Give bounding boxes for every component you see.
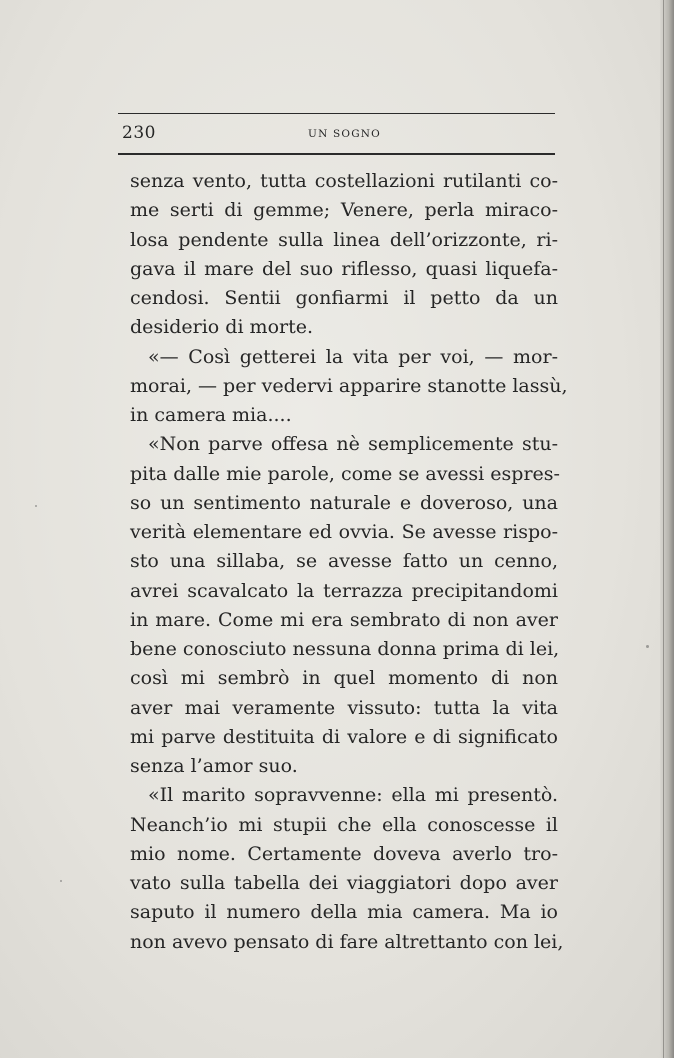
text-line: verità elementare ed ovvia. Se avesse rispo- [130, 521, 558, 543]
body-text [130, 167, 568, 957]
paper-speck [60, 880, 62, 882]
text-line: sto una sillaba, se avesse fatto un cenno, [130, 550, 558, 573]
page-header [118, 123, 555, 147]
text-line: pita dalle mie parole, come se avessi espres- [130, 462, 560, 485]
text-line: gava il mare del suo riflesso, quasi liquefa- [130, 257, 558, 280]
paper-speck [35, 505, 37, 507]
page-number: 230 [122, 123, 156, 143]
paper-speck [646, 645, 649, 648]
text-line: Neanch’io mi stupii che ella conoscesse il [130, 813, 558, 836]
text-line: «Non parve offesa nè semplicemente stu- [148, 433, 558, 456]
text-line: in mare. Come mi era sembrato di non aver [130, 608, 558, 631]
text-line: vato sulla tabella dei viaggiatori dopo aver [130, 872, 558, 894]
page-edge-line [663, 0, 664, 1058]
text-line: bene conosciuto nessuna donna prima di lei, [130, 638, 560, 660]
running-title: UN SOGNO [308, 128, 381, 140]
header-rule-top [118, 113, 555, 114]
text-line: «— Così getterei la vita per voi, — mor- [148, 345, 558, 368]
text-line: senza vento, tutta costellazioni rutilanti co- [130, 170, 558, 192]
text-line: me serti di gemme; Venere, perla miraco- [130, 199, 558, 222]
text-line: aver mai veramente vissuto: tutta la vita [130, 696, 558, 719]
text-line: so un sentimento naturale e doveroso, una [130, 491, 558, 514]
text-line: cendosi. Sentii gonfiarmi il petto da un [130, 287, 558, 309]
header-rule-bottom [118, 153, 555, 155]
text-line: morai, — per vedervi apparire stanotte lassù, [130, 374, 568, 397]
text-line: avrei scavalcato la terrazza precipitandomi [130, 579, 558, 602]
text-line: senza l’amor suo. [130, 755, 298, 777]
text-line: desiderio di morte. [130, 316, 314, 339]
text-line: losa pendente sulla linea dell’orizzonte, ri- [130, 228, 558, 251]
text-line: mio nome. Certamente doveva averlo tro- [130, 842, 558, 865]
text-line: così mi sembrò in quel momento di non [130, 667, 558, 690]
text-line: mi parve destituita di valore e di significato [130, 725, 558, 748]
text-line: non avevo pensato di fare altrettanto con lei, [130, 930, 564, 953]
text-line: saputo il numero della mia camera. Ma io [130, 901, 558, 924]
text-line: in camera mia.... [130, 404, 292, 426]
text-line: «Il marito sopravvenne: ella mi presentò. [148, 784, 558, 807]
